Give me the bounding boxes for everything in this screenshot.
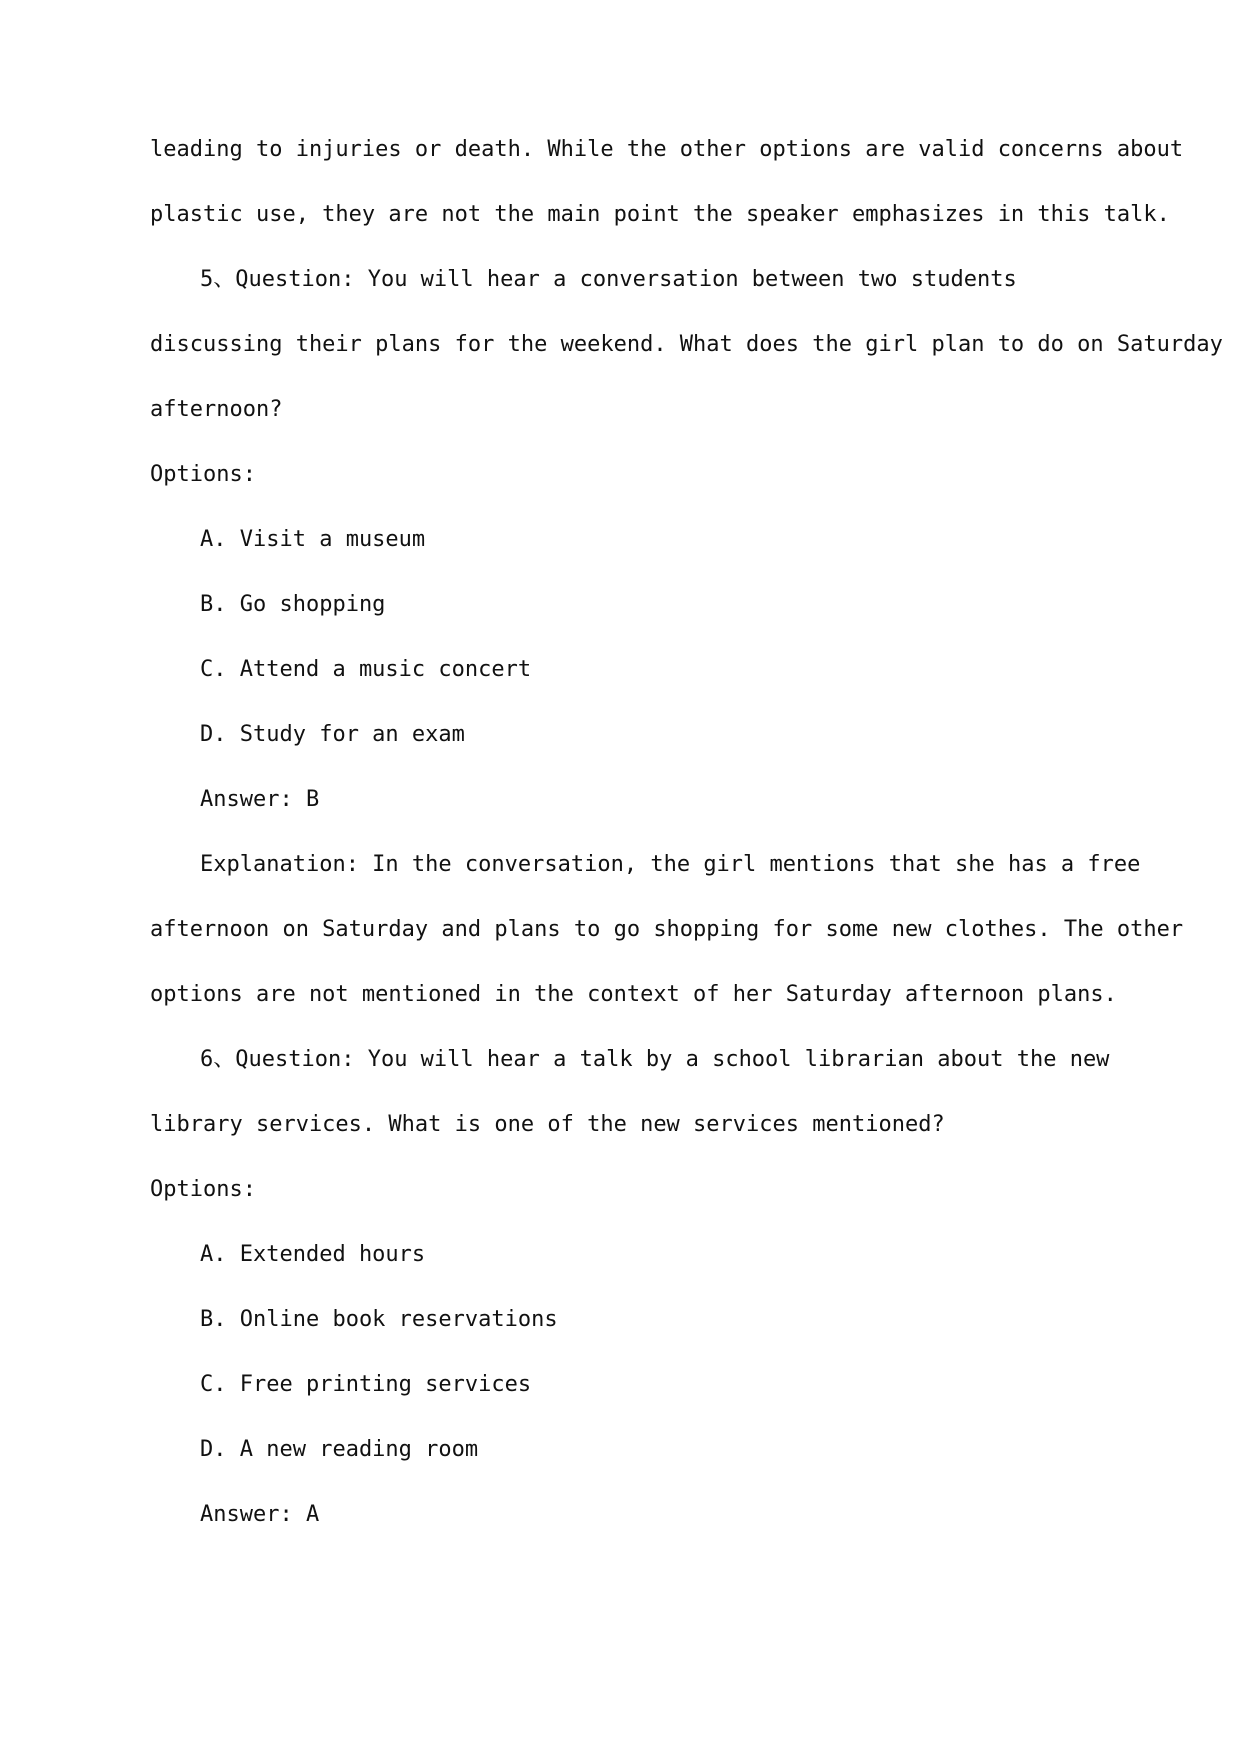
answer: Answer: A (200, 1502, 320, 1527)
question-6-line-2: library services. What is one of the new services mentioned? (150, 1112, 945, 1137)
option-a: A. Extended hours (200, 1242, 426, 1267)
option-c: C. Attend a music concert (200, 657, 532, 682)
option-c: C. Free printing services (200, 1372, 532, 1397)
explanation-line-1: Explanation: In the conversation, the girl mentions that she has a free (200, 852, 1141, 877)
explanation-line-2: afternoon on Saturday and plans to go shopping for some new clothes. The other (150, 917, 1184, 942)
question-number: 6、 (200, 1047, 236, 1072)
options-label: Options: (150, 1177, 256, 1202)
question-6-line-1 (150, 1042, 1110, 1107)
option-b: B. Online book reservations (200, 1307, 558, 1332)
answer: Answer: B (200, 787, 320, 812)
explanation-line-3: options are not mentioned in the context of her Saturday afternoon plans. (150, 982, 1117, 1007)
question-text: Question: You will hear a conversation between two students (235, 267, 1017, 292)
option-b: B. Go shopping (200, 592, 386, 617)
document-body (150, 132, 1223, 1562)
question-text: Question: You will hear a talk by a school librarian about the new (235, 1047, 1110, 1072)
continuation-line-1: leading to injuries or death. While the other options are valid concerns about (150, 137, 1184, 162)
option-a: A. Visit a museum (200, 527, 426, 552)
options-label: Options: (150, 462, 256, 487)
option-d: D. Study for an exam (200, 722, 465, 747)
question-5-line-2: discussing their plans for the weekend. What does the girl plan to do on Saturday (150, 332, 1223, 357)
continuation-line-2: plastic use, they are not the main point the speaker emphasizes in this talk. (150, 202, 1170, 227)
option-d: D. A new reading room (200, 1437, 479, 1462)
question-5-line-1 (150, 262, 1090, 327)
question-number: 5、 (200, 267, 236, 292)
question-5-line-3: afternoon? (150, 397, 283, 422)
